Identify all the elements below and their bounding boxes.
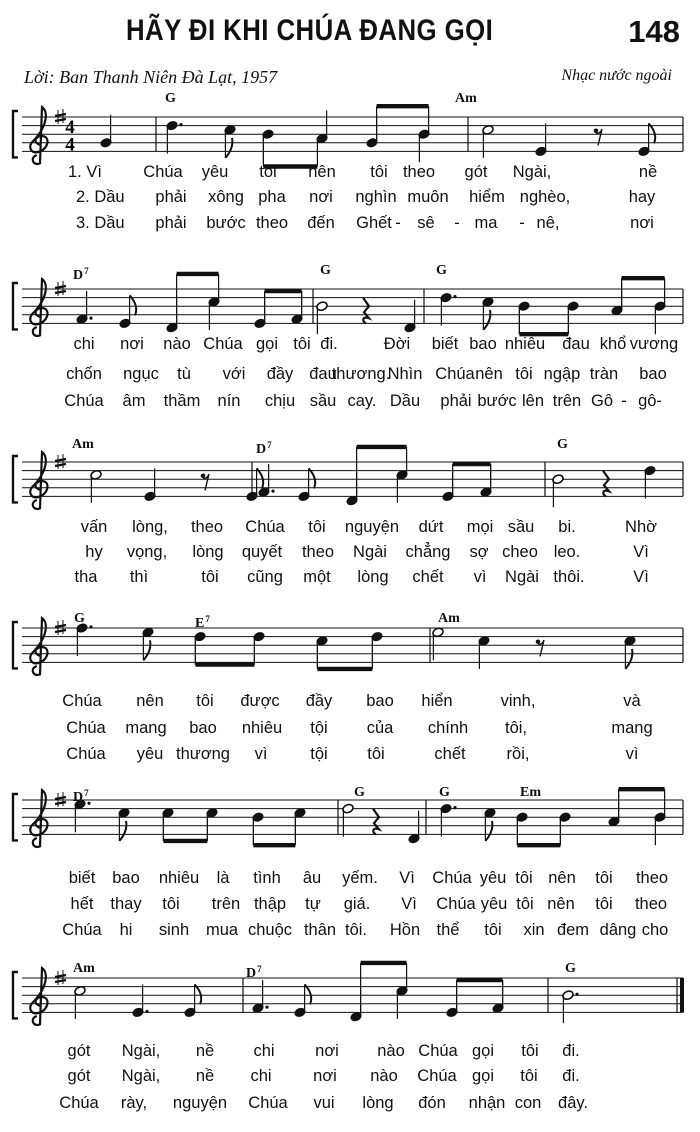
lyric-syllable: nơi xyxy=(315,1042,339,1060)
lyric-syllable: Ngài, xyxy=(121,1042,161,1060)
lyric-syllable: đầy xyxy=(305,692,333,710)
staff-bracket xyxy=(13,111,18,157)
lyric-syllable: đem xyxy=(556,921,590,939)
lyric-syllable: tôi xyxy=(484,921,502,939)
lyric-syllable: chịu xyxy=(264,392,296,410)
lyric-syllable: cay. xyxy=(347,392,377,410)
rest xyxy=(603,471,609,497)
lyric-syllable: chi xyxy=(250,1067,272,1085)
lyric-syllable: bao xyxy=(469,335,497,353)
chord-symbol: G xyxy=(320,263,331,278)
lyric-syllable: của xyxy=(366,719,394,737)
lyric-syllable: tôi xyxy=(201,568,219,586)
lyric-syllable: Ghết xyxy=(356,214,392,232)
lyric-syllable: gót xyxy=(67,1042,91,1060)
lyric-syllable: đây. xyxy=(558,1094,588,1112)
lyric-syllable: chết xyxy=(434,745,466,763)
note xyxy=(100,115,112,148)
lyric-syllable: muôn xyxy=(407,188,449,206)
svg-text:4: 4 xyxy=(65,117,75,139)
lyric-syllable: Chúa xyxy=(432,869,472,887)
note xyxy=(484,807,496,840)
lyric-syllable: Chúa xyxy=(436,895,476,913)
lyric-syllable: 2. Dầu xyxy=(76,188,125,206)
lyric-syllable: dâng xyxy=(599,921,637,939)
note xyxy=(440,803,457,836)
lyric-syllable: tràn xyxy=(589,365,619,383)
lyric-syllable: đi. xyxy=(562,1067,580,1085)
lyric-syllable: tội xyxy=(310,745,328,763)
lyric-syllable: vinh, xyxy=(500,692,536,710)
lyric-syllable: được xyxy=(240,692,280,710)
lyric-syllable: nguyện xyxy=(344,518,400,536)
lyric-syllable: bao xyxy=(189,719,217,737)
note xyxy=(644,465,656,498)
chord-symbol: Em xyxy=(520,785,541,800)
lyric-syllable: vì xyxy=(625,745,639,763)
lyric-syllable: rồi, xyxy=(506,745,530,763)
staff-bracket xyxy=(13,972,18,1018)
lyric-syllable: Chúa xyxy=(418,1042,458,1060)
lyric-syllable: nhiêu xyxy=(158,869,200,887)
chord-symbol: G xyxy=(557,437,568,452)
lyric-syllable: tôi xyxy=(367,745,385,763)
lyric-syllable: bao xyxy=(639,365,667,383)
lyric-syllable: vì xyxy=(473,568,487,586)
lyric-syllable: vọng, xyxy=(126,543,168,561)
lyric-syllable: trên xyxy=(211,895,241,913)
lyric-syllable: tôi xyxy=(259,163,277,181)
chord-symbol: $D^7$ xyxy=(73,788,89,805)
svg-text:4: 4 xyxy=(65,134,75,156)
lyric-syllable: nề xyxy=(195,1067,215,1085)
note xyxy=(76,623,93,656)
lyric-syllable: tôi xyxy=(196,692,214,710)
note xyxy=(224,124,236,157)
lyric-syllable: gô- xyxy=(638,392,662,410)
lyric-syllable: 3. Dầu xyxy=(76,214,125,232)
staff-system xyxy=(13,789,683,847)
lyric-syllable: tôi xyxy=(293,335,311,353)
chord-symbol: $D^7$ xyxy=(256,440,272,457)
lyric-syllable: ngập xyxy=(543,365,581,383)
lyric-syllable: Vì xyxy=(633,543,649,561)
time-signature-icon xyxy=(65,117,75,155)
lyric-syllable: Chúa xyxy=(245,518,285,536)
lyric-syllable: nhiêu xyxy=(504,335,546,353)
lyric-syllable: lòng, xyxy=(132,518,168,536)
note xyxy=(482,124,494,157)
chord-symbol: $D^7$ xyxy=(246,964,262,981)
lyric-syllable: tôi xyxy=(308,518,326,536)
lyric-syllable: yếm. xyxy=(342,869,378,887)
lyric-syllable: biết xyxy=(431,335,459,353)
lyric-syllable: bao xyxy=(366,692,394,710)
lyric-syllable: vương xyxy=(629,335,679,353)
lyric-syllable: mang xyxy=(611,719,653,737)
lyric-syllable: nào xyxy=(163,335,191,353)
lyric-syllable: Nhờ xyxy=(625,518,657,536)
lyric-syllable: nên xyxy=(548,869,576,887)
lyric-syllable: nhận xyxy=(468,1094,506,1112)
note xyxy=(76,291,93,324)
lyric-syllable: đi. xyxy=(562,1042,580,1060)
lyric-syllable: mang xyxy=(125,719,167,737)
lyric-syllable: tôi. xyxy=(344,921,368,939)
lyric-syllable: thôi. xyxy=(553,568,585,586)
lyric-syllable: ma xyxy=(474,214,498,232)
lyric-syllable: hi xyxy=(119,921,133,939)
lyric-syllable: quyết xyxy=(241,543,283,561)
lyric-syllable: trên xyxy=(552,392,582,410)
lyric-syllable: nề xyxy=(638,163,658,181)
lyric-syllable: - xyxy=(621,392,627,410)
lyric-syllable: thương xyxy=(176,745,230,763)
lyric-syllable: Chúa xyxy=(203,335,243,353)
staff-system xyxy=(13,447,683,509)
lyric-syllable: hiểm xyxy=(469,188,505,206)
lyric-syllable: cũng xyxy=(247,568,283,586)
lyricist-credit: Lời: Ban Thanh Niên Đà Lạt, 1957 xyxy=(24,67,278,87)
lyric-syllable: nên xyxy=(308,163,336,181)
lyric-syllable: Nhìn xyxy=(387,365,423,383)
lyric-syllable: hy xyxy=(85,543,103,561)
lyric-syllable: theo xyxy=(635,869,669,887)
lyric-syllable: tôi xyxy=(521,1042,539,1060)
lyric-syllable: gót xyxy=(67,1067,91,1085)
lyric-syllable: Vì xyxy=(633,568,649,586)
lyric-syllable: Chúa xyxy=(66,745,106,763)
chord-symbol: $D^7$ xyxy=(73,266,89,283)
treble-clef-icon xyxy=(30,790,47,847)
lyric-syllable: tự xyxy=(305,895,321,913)
note xyxy=(90,469,102,502)
lyric-syllable: chuộc xyxy=(247,921,293,939)
staff-bracket xyxy=(13,283,18,329)
lyric-syllable: - xyxy=(519,214,525,232)
lyric-syllable: theo xyxy=(634,895,668,913)
lyric-syllable: sê xyxy=(417,214,435,232)
note xyxy=(440,292,457,325)
lyric-syllable: và xyxy=(623,692,641,710)
lyric-syllable: theo xyxy=(190,518,224,536)
lyric-syllable: nơi xyxy=(630,214,654,232)
lyric-syllable: với xyxy=(222,365,246,383)
lyric-syllable: phải xyxy=(440,392,472,410)
lyric-syllable: bước xyxy=(477,392,517,410)
lyric-syllable: khổ xyxy=(599,335,627,353)
lyric-syllable: lên xyxy=(521,392,545,410)
lyric-syllable: Chúa xyxy=(62,921,102,939)
lyric-syllable: nghèo, xyxy=(519,188,571,206)
lyric-syllable: tôi xyxy=(595,869,613,887)
lyric-syllable: chi xyxy=(73,335,95,353)
note xyxy=(74,985,86,1018)
lyric-syllable: Chúa xyxy=(417,1067,457,1085)
song-title: HÃY ĐI KHI CHÚA ĐANG GỌI xyxy=(126,14,494,47)
note xyxy=(535,123,547,156)
lyric-syllable: tôi xyxy=(515,365,533,383)
lyric-syllable: nên xyxy=(475,365,503,383)
lyric-syllable: tha xyxy=(74,568,98,586)
lyric-syllable: chẳng xyxy=(405,543,451,561)
lyric-syllable: gọi xyxy=(471,1067,495,1085)
lyric-syllable: Chúa xyxy=(59,1094,99,1112)
lyric-syllable: chính xyxy=(427,719,469,737)
lyric-syllable: đau xyxy=(309,365,337,383)
lyric-syllable: thân xyxy=(303,921,337,939)
lyric-syllable: cho xyxy=(641,921,669,939)
chord-symbol: G xyxy=(354,785,365,800)
lyric-syllable: vui xyxy=(313,1094,335,1112)
lyric-syllable: nín xyxy=(217,392,241,410)
note xyxy=(342,803,354,836)
lyric-syllable: bước xyxy=(206,214,246,232)
lyric-syllable: tôi, xyxy=(504,719,528,737)
note xyxy=(482,296,494,329)
lyric-syllable: - xyxy=(454,214,460,232)
lyric-syllable: Chúa xyxy=(143,163,183,181)
lyric-syllable: rày, xyxy=(120,1094,148,1112)
chord-symbol: G xyxy=(565,961,576,976)
lyric-syllable: theo xyxy=(402,163,436,181)
lyric-syllable: chết xyxy=(412,568,444,586)
chord-symbol: $E^7$ xyxy=(195,614,210,631)
lyric-syllable: tội xyxy=(310,719,328,737)
lyric-syllable: con xyxy=(514,1094,542,1112)
lyric-syllable: dứt xyxy=(418,518,444,536)
chord-symbol: G xyxy=(439,785,450,800)
chord-symbol: Am xyxy=(73,961,95,976)
lyric-syllable: - xyxy=(395,214,401,232)
lyric-syllable: nào xyxy=(377,1042,405,1060)
lyric-syllable: đi. xyxy=(320,335,338,353)
note xyxy=(316,301,328,334)
chord-symbol: G xyxy=(436,263,447,278)
lyric-syllable: đau xyxy=(562,335,590,353)
lyric-syllable: hết xyxy=(70,895,94,913)
lyric-syllable: thương. xyxy=(331,365,391,383)
lyric-syllable: nề xyxy=(195,1042,215,1060)
note xyxy=(408,811,420,844)
lyric-syllable: pha xyxy=(258,188,286,206)
lyric-syllable: phải xyxy=(155,214,187,232)
lyric-syllable: gót xyxy=(464,163,488,181)
lyric-syllable: nguyện xyxy=(172,1094,228,1112)
staff-system xyxy=(13,618,683,675)
lyric-syllable: vấn xyxy=(80,518,108,536)
treble-clef-icon xyxy=(30,279,47,336)
lyric-syllable: Ngài, xyxy=(121,1067,161,1085)
rest xyxy=(363,298,369,324)
lyric-syllable: Chúa xyxy=(64,392,104,410)
lyric-syllable: đầy xyxy=(266,365,294,383)
lyric-syllable: Hồn xyxy=(389,921,421,939)
staff-system xyxy=(13,106,683,166)
note xyxy=(252,980,269,1013)
lyric-syllable: nhiêu xyxy=(241,719,283,737)
staff-bracket xyxy=(13,456,18,502)
lyric-syllable: Chúa xyxy=(435,365,475,383)
lyric-syllable: Chúa xyxy=(62,692,102,710)
lyric-syllable: Đời xyxy=(383,335,411,353)
lyric-syllable: Ngài xyxy=(505,568,539,586)
note xyxy=(118,807,130,840)
lyric-syllable: thập xyxy=(253,895,287,913)
treble-clef-icon xyxy=(30,968,47,1025)
lyric-syllable: Vì xyxy=(399,869,415,887)
chord-symbol: G xyxy=(74,611,85,626)
lyric-syllable: nên xyxy=(547,895,575,913)
lyric-syllable: đến xyxy=(307,214,335,232)
lyric-syllable: âm xyxy=(122,392,146,410)
lyric-syllable: biết xyxy=(68,869,96,887)
lyric-syllable: thì xyxy=(129,568,149,586)
lyric-syllable: Chúa xyxy=(248,1094,288,1112)
lyric-syllable: hay xyxy=(628,188,656,206)
lyric-syllable: nào xyxy=(370,1067,398,1085)
lyric-syllable: tôi xyxy=(515,869,533,887)
note xyxy=(432,627,444,660)
lyric-syllable: lòng xyxy=(362,1094,394,1112)
lyric-syllable: theo xyxy=(301,543,335,561)
staff-bracket xyxy=(13,622,18,668)
lyric-syllable: Gô xyxy=(590,392,614,410)
note xyxy=(258,464,275,497)
lyric-syllable: nơi xyxy=(309,188,333,206)
lyric-syllable: nơi xyxy=(313,1067,337,1085)
staff-bracket xyxy=(13,794,18,840)
lyric-syllable: yêu xyxy=(479,869,507,887)
lyric-syllable: tôi xyxy=(162,895,180,913)
rest xyxy=(373,809,379,835)
lyric-syllable: nghìn xyxy=(355,188,397,206)
note xyxy=(552,474,564,507)
lyric-syllable: theo xyxy=(255,214,289,232)
chord-symbol: G xyxy=(165,91,176,106)
lyric-syllable: nê, xyxy=(536,214,560,232)
lyric-syllable: leo. xyxy=(553,543,581,561)
lyric-syllable: là xyxy=(216,869,230,887)
lyric-syllable: nên xyxy=(136,692,164,710)
chord-symbol: Am xyxy=(455,91,477,106)
lyric-syllable: chốn xyxy=(66,365,102,383)
lyric-syllable: mọi xyxy=(466,518,494,536)
song-number: 148 xyxy=(628,14,680,49)
note xyxy=(562,990,579,1023)
lyric-syllable: nơi xyxy=(120,335,144,353)
lyric-syllable: bao xyxy=(112,869,140,887)
lyric-syllable: một xyxy=(303,568,331,586)
lyric-syllable: chi xyxy=(253,1042,275,1060)
composer-credit: Nhạc nước ngoài xyxy=(561,67,672,84)
lyric-syllable: xin xyxy=(523,921,545,939)
treble-clef-icon xyxy=(30,618,47,675)
lyric-syllable: sinh xyxy=(158,921,190,939)
lyric-syllable: Vì xyxy=(401,895,417,913)
lyric-syllable: sầu xyxy=(309,392,337,410)
lyric-syllable: gọi xyxy=(255,335,279,353)
lyric-syllable: đón xyxy=(418,1094,446,1112)
lyric-syllable: mua xyxy=(205,921,239,939)
lyric-syllable: âu xyxy=(302,869,322,887)
treble-clef-icon xyxy=(30,452,47,509)
staff-system xyxy=(13,963,683,1025)
note xyxy=(478,635,490,668)
lyric-syllable: lòng xyxy=(357,568,389,586)
lyric-syllable: sợ xyxy=(469,543,489,561)
lyric-syllable: giá. xyxy=(343,895,371,913)
chord-symbol: Am xyxy=(438,611,460,626)
lyric-syllable: tôi xyxy=(595,895,613,913)
staff-system xyxy=(13,274,683,336)
lyric-syllable: tù xyxy=(177,365,191,383)
lyric-syllable: yêu xyxy=(136,745,164,763)
note xyxy=(166,120,183,153)
note xyxy=(404,300,416,333)
note xyxy=(624,635,636,668)
lyric-syllable: Ngài xyxy=(353,543,387,561)
note xyxy=(144,468,156,501)
lyric-syllable: yêu xyxy=(480,895,508,913)
lyric-syllable: thầm xyxy=(163,392,201,410)
lyric-syllable: thay xyxy=(110,895,142,913)
treble-clef-icon xyxy=(30,107,47,164)
note xyxy=(142,627,154,660)
lyric-syllable: xông xyxy=(208,188,244,206)
lyric-syllable: thể xyxy=(436,921,460,939)
lyric-syllable: ngục xyxy=(123,365,159,383)
lyric-syllable: yêu xyxy=(201,163,229,181)
lyric-syllable: Ngài, xyxy=(512,163,552,181)
lyric-syllable: tôi xyxy=(516,895,534,913)
lyric-syllable: Chúa xyxy=(66,719,106,737)
lyric-syllable: Dầu xyxy=(389,392,421,410)
lyric-syllable: phải xyxy=(155,188,187,206)
lyric-syllable: gọi xyxy=(471,1042,495,1060)
lyric-syllable: bi. xyxy=(558,518,576,536)
lyric-syllable: sầu xyxy=(507,518,535,536)
lyric-syllable: tôi xyxy=(370,163,388,181)
lyric-syllable: 1. Vì xyxy=(68,163,102,181)
chord-symbol: Am xyxy=(72,437,94,452)
lyric-syllable: cheo xyxy=(502,543,538,561)
lyric-syllable: tôi xyxy=(520,1067,538,1085)
lyric-syllable: hiển xyxy=(421,692,453,710)
lyric-syllable: lòng xyxy=(192,543,224,561)
lyric-syllable: tình xyxy=(253,869,281,887)
lyric-syllable: vì xyxy=(254,745,268,763)
